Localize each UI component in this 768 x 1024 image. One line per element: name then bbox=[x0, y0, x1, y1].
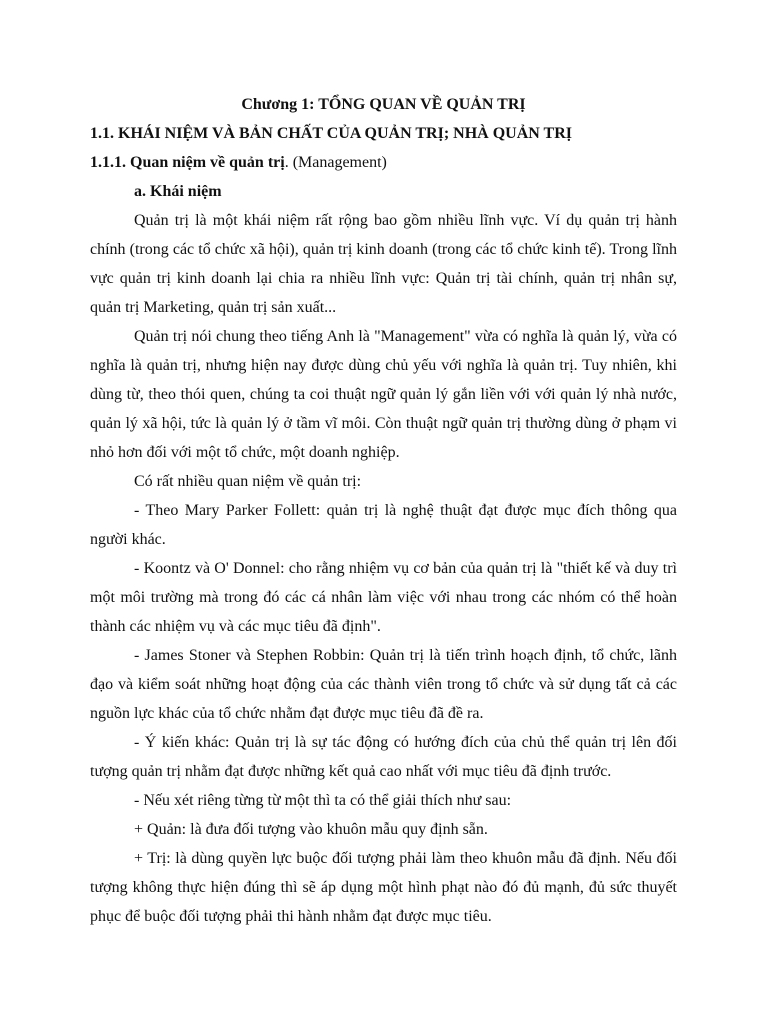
paragraph-stoner: - James Stoner và Stephen Robbin: Quản trị là tiến trình hoạch định, tổ chức, lãnh đạo và kiểm soát những hoạt động của các thành viên trong tổ chức và sử dụng tất cả các nguồn lực khác của tổ chức nhằm đạt được mục tiêu đã đề ra. bbox=[90, 647, 677, 722]
chapter-title: Chương 1: TỔNG QUAN VỀ QUẢN TRỊ bbox=[241, 96, 526, 113]
paragraph-management-term: Quản trị nói chung theo tiếng Anh là "Management" vừa có nghĩa là quản lý, vừa có nghĩa là quản trị, nhưng hiện nay được dùng chủ yếu với nghĩa là quản trị. Tuy nhiên, khi dùng từ, theo thói quen, chúng ta coi thuật ngữ quản lý gắn liền với với quản lý nhà nước, quản lý xã hội, tức là quản lý ở tầm vĩ môi. Còn thuật ngữ quản trị thường dùng ở phạm vi nhỏ hơn đối với một tổ chức, một doanh nghiệp. bbox=[90, 328, 677, 461]
paragraph-koontz: - Koontz và O' Donnel: cho rằng nhiệm vụ cơ bản của quản trị là "thiết kế và duy trì một môi trường mà trong đó các cá nhân làm việc với nhau trong các nhóm có thể hoàn thành các nhiệm vụ và các mục tiêu đã định". bbox=[90, 560, 677, 635]
paragraph-quan: + Quản: là đưa đối tượng vào khuôn mẫu quy định sẵn. bbox=[134, 821, 488, 838]
section-heading-1-1-1-note: . (Management) bbox=[284, 154, 387, 171]
document-body bbox=[90, 90, 677, 931]
paragraph-definition: Quản trị là một khái niệm rất rộng bao gồm nhiều lĩnh vực. Ví dụ quản trị hành chính (trong các tổ chức xã hội), quản trị kinh doanh (trong các tổ chức kinh tế). Trong lĩnh vực quản trị kinh doanh lại chia ra nhiều lĩnh vực: Quản trị tài chính, quản trị nhân sự, quản trị Marketing, quản trị sản xuất... bbox=[90, 212, 677, 316]
paragraph-word-explanation: - Nếu xét riêng từng từ một thì ta có thể giải thích như sau: bbox=[134, 792, 512, 809]
paragraph-other-view: - Ý kiến khác: Quản trị là sự tác động có hướng đích của chủ thể quản trị lên đối tượng quản trị nhằm đạt được những kết quả cao nhất với mục tiêu đã định trước. bbox=[90, 734, 677, 780]
section-heading-1-1: 1.1. KHÁI NIỆM VÀ BẢN CHẤT CỦA QUẢN TRỊ; NHÀ QUẢN TRỊ bbox=[90, 125, 572, 142]
paragraph-follett: - Theo Mary Parker Follett: quản trị là nghệ thuật đạt được mục đích thông qua người khác. bbox=[90, 502, 677, 548]
paragraph-tri: + Trị: là dùng quyền lực buộc đối tượng phải làm theo khuôn mẫu đã định. Nếu đối tượng không thực hiện đúng thì sẽ áp dụng một hình phạt nào đó đủ mạnh, đủ sức thuyết phục để buộc đối tượng phải thi hành nhằm đạt được mục tiêu. bbox=[90, 850, 677, 925]
subheading-a: a. Khái niệm bbox=[134, 183, 222, 200]
paragraph-many-views: Có rất nhiều quan niệm về quản trị: bbox=[134, 473, 362, 490]
section-heading-1-1-1 bbox=[90, 148, 677, 177]
section-heading-1-1-1-title: 1.1.1. Quan niệm về quản trị bbox=[90, 154, 285, 171]
